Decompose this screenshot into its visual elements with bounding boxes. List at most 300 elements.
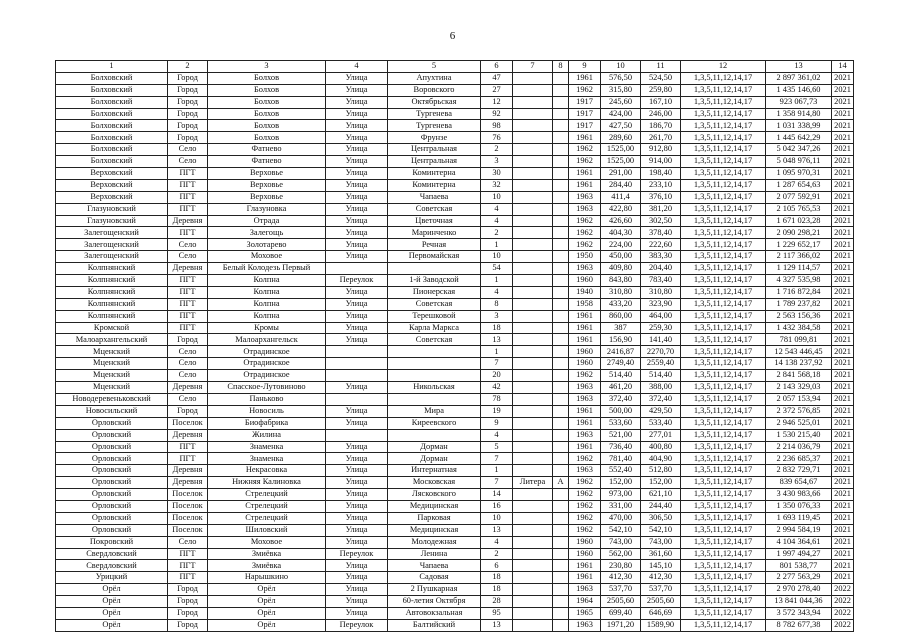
total-area-cell: 387 [601, 322, 641, 334]
street-type-cell: Улица [326, 144, 388, 156]
settlement-cell: Стрелецкий [208, 500, 326, 512]
letter-cell [553, 96, 569, 108]
table-row [56, 263, 854, 275]
street-cell: Коминтерна [388, 179, 481, 191]
street-type-cell: Улица [326, 584, 388, 596]
street-cell: Терешковой [388, 310, 481, 322]
cost-cell: 2 077 592,91 [766, 191, 832, 203]
year-cell: 1963 [569, 584, 601, 596]
street-cell: Лясковского [388, 489, 481, 501]
settlement-type-cell: ПГТ [168, 191, 208, 203]
building-cell [513, 251, 553, 263]
living-area-cell: 783,40 [641, 275, 681, 287]
building-cell [513, 560, 553, 572]
district-cell: Орловский [56, 429, 168, 441]
settlement-type-cell: Деревня [168, 429, 208, 441]
settlement-type-cell: Село [168, 239, 208, 251]
settlement-type-cell: ПГТ [168, 168, 208, 180]
table-row [56, 215, 854, 227]
letter-cell [553, 215, 569, 227]
house-number-cell: 19 [481, 405, 513, 417]
plan-year-cell: 2022 [832, 596, 854, 608]
district-cell: Орловский [56, 500, 168, 512]
total-area-cell: 2749,40 [601, 358, 641, 370]
building-cell [513, 334, 553, 346]
street-cell: Парковая [388, 512, 481, 524]
house-number-cell: 47 [481, 72, 513, 84]
house-number-cell: 42 [481, 382, 513, 394]
district-cell: Новосильский [56, 405, 168, 417]
plan-year-cell: 2021 [832, 548, 854, 560]
building-cell [513, 429, 553, 441]
street-cell: Дорман [388, 441, 481, 453]
street-cell: 1-й Заводской [388, 275, 481, 287]
settlement-type-cell: Деревня [168, 465, 208, 477]
plan-year-cell: 2021 [832, 417, 854, 429]
total-area-cell: 736,40 [601, 441, 641, 453]
cost-cell: 2 277 563,29 [766, 572, 832, 584]
settlement-type-cell: Поселок [168, 512, 208, 524]
house-number-cell: 8 [481, 298, 513, 310]
settlement-cell: Колпна [208, 310, 326, 322]
total-area-cell: 1525,00 [601, 144, 641, 156]
settlement-type-cell: Город [168, 72, 208, 84]
work-types-cell: 1,3,5,11,12,14,17 [681, 298, 766, 310]
cost-cell: 3 572 343,94 [766, 607, 832, 619]
plan-year-cell: 2021 [832, 227, 854, 239]
year-cell: 1960 [569, 358, 601, 370]
total-area-cell: 537,70 [601, 584, 641, 596]
table-row [56, 286, 854, 298]
street-type-cell [326, 393, 388, 405]
table-row [56, 179, 854, 191]
street-type-cell [326, 429, 388, 441]
letter-cell [553, 168, 569, 180]
settlement-type-cell: Село [168, 358, 208, 370]
street-cell: Центральная [388, 156, 481, 168]
street-type-cell: Улица [326, 512, 388, 524]
table-row [56, 596, 854, 608]
building-cell [513, 298, 553, 310]
work-types-cell: 1,3,5,11,12,14,17 [681, 156, 766, 168]
table-row [56, 477, 854, 489]
street-type-cell: Улица [326, 500, 388, 512]
year-cell: 1963 [569, 203, 601, 215]
cost-cell: 2 214 036,79 [766, 441, 832, 453]
total-area-cell: 156,90 [601, 334, 641, 346]
table-row [56, 500, 854, 512]
settlement-type-cell: Город [168, 619, 208, 631]
street-cell: Цветочная [388, 215, 481, 227]
work-types-cell: 1,3,5,11,12,14,17 [681, 393, 766, 405]
cost-cell: 2 057 153,94 [766, 393, 832, 405]
house-number-cell: 6 [481, 560, 513, 572]
street-type-cell: Улица [326, 477, 388, 489]
plan-year-cell: 2021 [832, 334, 854, 346]
plan-year-cell: 2021 [832, 322, 854, 334]
house-number-cell: 2 [481, 227, 513, 239]
plan-year-cell: 2021 [832, 215, 854, 227]
street-type-cell: Улица [326, 417, 388, 429]
total-area-cell: 409,80 [601, 263, 641, 275]
street-cell: Медицинская [388, 500, 481, 512]
settlement-type-cell: ПГТ [168, 441, 208, 453]
street-cell: Советская [388, 334, 481, 346]
total-area-cell: 514,40 [601, 370, 641, 382]
district-cell: Мценский [56, 370, 168, 382]
settlement-cell: Стрелецкий [208, 489, 326, 501]
year-cell: 1960 [569, 275, 601, 287]
district-cell: Колпнянский [56, 286, 168, 298]
district-cell: Кромской [56, 322, 168, 334]
column-header: 7 [513, 61, 553, 73]
street-type-cell: Переулок [326, 619, 388, 631]
cost-cell: 2 105 765,53 [766, 203, 832, 215]
year-cell: 1964 [569, 596, 601, 608]
street-type-cell: Улица [326, 453, 388, 465]
street-cell: Мира [388, 405, 481, 417]
building-cell [513, 596, 553, 608]
work-types-cell: 1,3,5,11,12,14,17 [681, 334, 766, 346]
table-row [56, 298, 854, 310]
district-cell: Колпнянский [56, 310, 168, 322]
letter-cell [553, 84, 569, 96]
street-type-cell: Улица [326, 72, 388, 84]
letter-cell [553, 191, 569, 203]
year-cell: 1962 [569, 144, 601, 156]
letter-cell [553, 239, 569, 251]
house-number-cell: 7 [481, 358, 513, 370]
street-type-cell [326, 358, 388, 370]
letter-cell [553, 203, 569, 215]
plan-year-cell: 2021 [832, 405, 854, 417]
street-type-cell [326, 263, 388, 275]
district-cell: Орловский [56, 441, 168, 453]
work-types-cell: 1,3,5,11,12,14,17 [681, 560, 766, 572]
letter-cell [553, 584, 569, 596]
street-cell: Апухтина [388, 72, 481, 84]
table-row [56, 191, 854, 203]
living-area-cell: 388,00 [641, 382, 681, 394]
cost-cell: 839 654,67 [766, 477, 832, 489]
work-types-cell: 1,3,5,11,12,14,17 [681, 179, 766, 191]
street-cell: Ленина [388, 548, 481, 560]
settlement-type-cell: ПГТ [168, 453, 208, 465]
column-header: 1 [56, 61, 168, 73]
total-area-cell: 284,40 [601, 179, 641, 191]
year-cell: 1961 [569, 441, 601, 453]
work-types-cell: 1,3,5,11,12,14,17 [681, 512, 766, 524]
house-number-cell: 4 [481, 536, 513, 548]
settlement-cell: Фатнево [208, 156, 326, 168]
street-cell [388, 358, 481, 370]
district-cell: Болховский [56, 132, 168, 144]
building-cell [513, 310, 553, 322]
building-cell [513, 239, 553, 251]
letter-cell [553, 548, 569, 560]
street-cell: Балтийский [388, 619, 481, 631]
street-cell [388, 263, 481, 275]
total-area-cell: 230,80 [601, 560, 641, 572]
living-area-cell: 464,00 [641, 310, 681, 322]
cost-cell: 14 138 237,92 [766, 358, 832, 370]
column-header: 12 [681, 61, 766, 73]
plan-year-cell: 2022 [832, 619, 854, 631]
street-type-cell: Улица [326, 191, 388, 203]
living-area-cell: 646,69 [641, 607, 681, 619]
street-type-cell: Улица [326, 251, 388, 263]
district-cell: Залегощенский [56, 239, 168, 251]
plan-year-cell: 2021 [832, 156, 854, 168]
house-number-cell: 98 [481, 120, 513, 132]
letter-cell [553, 120, 569, 132]
settlement-cell: Спасское-Лутовиново [208, 382, 326, 394]
letter-cell [553, 156, 569, 168]
settlement-type-cell: ПГТ [168, 548, 208, 560]
settlement-type-cell: Город [168, 96, 208, 108]
living-area-cell: 302,50 [641, 215, 681, 227]
district-cell: Колпнянский [56, 298, 168, 310]
street-cell: Первомайская [388, 251, 481, 263]
house-number-cell: 10 [481, 251, 513, 263]
table-row [56, 322, 854, 334]
total-area-cell: 289,60 [601, 132, 641, 144]
plan-year-cell: 2022 [832, 584, 854, 596]
building-cell [513, 548, 553, 560]
street-type-cell: Улица [326, 596, 388, 608]
house-number-cell: 13 [481, 334, 513, 346]
house-number-cell: 3 [481, 156, 513, 168]
table-row [56, 239, 854, 251]
letter-cell [553, 144, 569, 156]
house-number-cell: 95 [481, 607, 513, 619]
work-types-cell: 1,3,5,11,12,14,17 [681, 429, 766, 441]
settlement-cell: Болхов [208, 108, 326, 120]
letter-cell [553, 393, 569, 405]
total-area-cell: 1971,20 [601, 619, 641, 631]
living-area-cell: 378,40 [641, 227, 681, 239]
street-cell: Пионерская [388, 286, 481, 298]
house-number-cell: 2 [481, 144, 513, 156]
total-area-cell: 552,40 [601, 465, 641, 477]
cost-cell: 1 997 494,27 [766, 548, 832, 560]
building-cell [513, 84, 553, 96]
street-cell: Советская [388, 203, 481, 215]
year-cell: 1917 [569, 96, 601, 108]
letter-cell [553, 429, 569, 441]
letter-cell [553, 441, 569, 453]
building-cell [513, 286, 553, 298]
cost-cell: 1 358 914,80 [766, 108, 832, 120]
table-row [56, 393, 854, 405]
total-area-cell: 2505,60 [601, 596, 641, 608]
work-types-cell: 1,3,5,11,12,14,17 [681, 548, 766, 560]
cost-cell: 5 048 976,11 [766, 156, 832, 168]
work-types-cell: 1,3,5,11,12,14,17 [681, 84, 766, 96]
total-area-cell: 542,10 [601, 524, 641, 536]
letter-cell [553, 298, 569, 310]
street-cell: Дорман [388, 453, 481, 465]
street-type-cell: Улица [326, 227, 388, 239]
letter-cell [553, 572, 569, 584]
year-cell: 1963 [569, 191, 601, 203]
street-type-cell: Улица [326, 96, 388, 108]
letter-cell [553, 275, 569, 287]
cost-cell: 12 543 446,45 [766, 346, 832, 358]
year-cell: 1950 [569, 251, 601, 263]
year-cell: 1963 [569, 263, 601, 275]
living-area-cell: 261,70 [641, 132, 681, 144]
plan-year-cell: 2021 [832, 453, 854, 465]
plan-year-cell: 2021 [832, 298, 854, 310]
district-cell: Болховский [56, 144, 168, 156]
work-types-cell: 1,3,5,11,12,14,17 [681, 168, 766, 180]
cost-cell: 8 782 677,38 [766, 619, 832, 631]
cost-cell: 2 090 298,21 [766, 227, 832, 239]
building-cell [513, 524, 553, 536]
house-number-cell: 92 [481, 108, 513, 120]
settlement-type-cell: Село [168, 393, 208, 405]
work-types-cell: 1,3,5,11,12,14,17 [681, 358, 766, 370]
cost-cell: 2 994 584,19 [766, 524, 832, 536]
settlement-cell: Колпна [208, 275, 326, 287]
work-types-cell: 1,3,5,11,12,14,17 [681, 405, 766, 417]
house-number-cell: 1 [481, 465, 513, 477]
district-cell: Болховский [56, 72, 168, 84]
living-area-cell: 145,10 [641, 560, 681, 572]
total-area-cell: 404,30 [601, 227, 641, 239]
letter-cell [553, 560, 569, 572]
living-area-cell: 372,40 [641, 393, 681, 405]
settlement-cell: Нижняя Калиновка [208, 477, 326, 489]
settlement-cell: Болхов [208, 84, 326, 96]
work-types-cell: 1,3,5,11,12,14,17 [681, 370, 766, 382]
settlement-cell: Залегощь [208, 227, 326, 239]
plan-year-cell: 2021 [832, 203, 854, 215]
letter-cell [553, 596, 569, 608]
settlement-type-cell: Город [168, 584, 208, 596]
street-cell: Тургенева [388, 108, 481, 120]
cost-cell: 1 095 970,31 [766, 168, 832, 180]
cost-cell: 1 287 654,63 [766, 179, 832, 191]
cost-cell: 1 671 023,28 [766, 215, 832, 227]
building-cell [513, 584, 553, 596]
cost-cell: 4 327 535,98 [766, 275, 832, 287]
plan-year-cell: 2021 [832, 560, 854, 572]
work-types-cell: 1,3,5,11,12,14,17 [681, 441, 766, 453]
work-types-cell: 1,3,5,11,12,14,17 [681, 144, 766, 156]
column-header: 9 [569, 61, 601, 73]
settlement-cell: Малоархангельск [208, 334, 326, 346]
street-type-cell: Улица [326, 156, 388, 168]
year-cell: 1960 [569, 548, 601, 560]
street-type-cell: Улица [326, 322, 388, 334]
house-number-cell: 10 [481, 191, 513, 203]
living-area-cell: 537,70 [641, 584, 681, 596]
total-area-cell: 743,00 [601, 536, 641, 548]
year-cell: 1962 [569, 477, 601, 489]
total-area-cell: 973,00 [601, 489, 641, 501]
district-cell: Мценский [56, 382, 168, 394]
work-types-cell: 1,3,5,11,12,14,17 [681, 263, 766, 275]
settlement-cell: Верховье [208, 168, 326, 180]
plan-year-cell: 2021 [832, 346, 854, 358]
street-type-cell: Улица [326, 441, 388, 453]
living-area-cell: 167,10 [641, 96, 681, 108]
cost-cell: 2 832 729,71 [766, 465, 832, 477]
year-cell: 1961 [569, 572, 601, 584]
total-area-cell: 843,80 [601, 275, 641, 287]
work-types-cell: 1,3,5,11,12,14,17 [681, 477, 766, 489]
building-cell [513, 96, 553, 108]
street-cell [388, 393, 481, 405]
living-area-cell: 743,00 [641, 536, 681, 548]
district-cell: Орёл [56, 607, 168, 619]
street-cell: Чапаева [388, 191, 481, 203]
total-area-cell: 521,00 [601, 429, 641, 441]
work-types-cell: 1,3,5,11,12,14,17 [681, 72, 766, 84]
settlement-cell: Колпна [208, 286, 326, 298]
letter-cell [553, 346, 569, 358]
district-cell: Верховский [56, 179, 168, 191]
street-type-cell: Улица [326, 286, 388, 298]
cost-cell: 1 716 872,84 [766, 286, 832, 298]
street-cell: Интернатная [388, 465, 481, 477]
house-number-cell: 76 [481, 132, 513, 144]
district-cell: Свердловский [56, 548, 168, 560]
plan-year-cell: 2022 [832, 607, 854, 619]
cost-cell: 1 693 119,45 [766, 512, 832, 524]
letter-cell [553, 500, 569, 512]
settlement-type-cell: Село [168, 144, 208, 156]
district-cell: Орловский [56, 465, 168, 477]
cost-cell: 5 042 347,26 [766, 144, 832, 156]
living-area-cell: 1589,90 [641, 619, 681, 631]
cost-cell: 1 445 642,29 [766, 132, 832, 144]
district-cell: Орловский [56, 524, 168, 536]
street-cell: Автовокзальная [388, 607, 481, 619]
total-area-cell: 461,20 [601, 382, 641, 394]
district-cell: Верховский [56, 191, 168, 203]
building-cell [513, 405, 553, 417]
building-cell [513, 512, 553, 524]
settlement-type-cell: Деревня [168, 477, 208, 489]
cost-cell: 801 538,77 [766, 560, 832, 572]
house-number-cell: 4 [481, 215, 513, 227]
work-types-cell: 1,3,5,11,12,14,17 [681, 584, 766, 596]
cost-cell: 2 372 576,85 [766, 405, 832, 417]
building-cell [513, 144, 553, 156]
building-cell [513, 572, 553, 584]
plan-year-cell: 2021 [832, 500, 854, 512]
building-cell [513, 500, 553, 512]
cost-cell: 2 563 156,36 [766, 310, 832, 322]
table-row [56, 334, 854, 346]
house-number-cell: 4 [481, 429, 513, 441]
letter-cell [553, 310, 569, 322]
settlement-type-cell: Село [168, 346, 208, 358]
building-cell [513, 108, 553, 120]
settlement-type-cell: Деревня [168, 263, 208, 275]
street-cell: Коминтерна [388, 168, 481, 180]
year-cell: 1961 [569, 310, 601, 322]
column-header: 4 [326, 61, 388, 73]
living-area-cell: 323,90 [641, 298, 681, 310]
letter-cell [553, 334, 569, 346]
house-number-cell: 18 [481, 572, 513, 584]
cost-cell: 2 143 329,03 [766, 382, 832, 394]
living-area-cell: 141,40 [641, 334, 681, 346]
